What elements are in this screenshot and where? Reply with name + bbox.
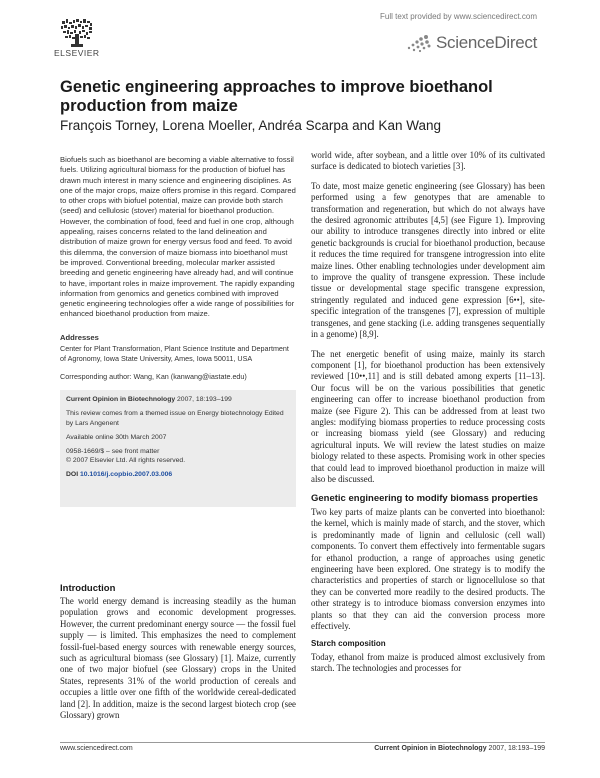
journal-name: Current Opinion in Biotechnology bbox=[66, 396, 176, 404]
article-title: Genetic engineering approaches to improve bioethanol production from maize bbox=[60, 78, 493, 115]
doi bbox=[66, 470, 290, 479]
journal-citation bbox=[66, 395, 290, 404]
article-authors: François Torney, Lorena Moeller, Andréa Scarpa and Kan Wang bbox=[60, 118, 441, 133]
sciencedirect-brand: ScienceDirect bbox=[436, 33, 537, 52]
footer-journal: Current Opinion in Biotechnology bbox=[374, 745, 487, 752]
page-header bbox=[0, 0, 600, 70]
publisher-name: ELSEVIER bbox=[54, 48, 100, 58]
article-info-box bbox=[60, 390, 296, 507]
introduction-heading: Introduction bbox=[60, 583, 116, 594]
footer-website[interactable]: www.sciencedirect.com bbox=[60, 745, 133, 752]
body-paragraph-5: Today, ethanol from maize is produced almost exclusively from starch. The technologies and processes for bbox=[311, 651, 545, 674]
footer-divider bbox=[60, 742, 545, 743]
left-column-front-matter bbox=[60, 155, 296, 507]
body-paragraph-2: To date, most maize genetic engineering (see Glossary) has been performed using a few genotypes that are amenable to transformation and regeneration, but which do not always have the desired agronomic attributes [4,5] (see Figure 1). Improving our ability to introduce transgenes directly into inbred or elite genetic backgrounds is crucial for bioethanol production, because it reduces the time required for transgene introgression into elite maize lines. Other enabling technologies under development aim to improve the quality of transgene expression. These include tissue or developmental stage specific transgene expression, stringently regulated and induced gene expression [6••], site-specific integration of the transgenes [7], expression of multiple transgenes, and gene stacking (i.e. adding transgenes sequentially in a genome) [8,9]. bbox=[311, 180, 545, 340]
journal-volume: 2007, 18:193–199 bbox=[175, 396, 232, 404]
body-paragraph-3: The net energetic benefit of using maize, mainly its starch component [1], for bioethanol production has been extensively reviewed [10••,11] and is still debated among experts [11–13]. Our focus will be on the various possibilities that genetic engineering can offer to increase bioethanol production from maize (see Figure 2). This can be addressed from at least two angles: modifying biomass properties to reduce processing costs or increasing biomass yield (see Glossary) and reducing agricultural inputs. We will review the latest studies on maize biology related to these aspects. Promising work in other species that could lead to improved bioethanol production in maize will also be discussed. bbox=[311, 348, 545, 484]
full-text-notice[interactable]: Full text provided by www.sciencedirect.com bbox=[380, 12, 537, 21]
section-heading-biomass: Genetic engineering to modify biomass properties bbox=[311, 493, 538, 505]
sciencedirect-dots-icon bbox=[406, 33, 432, 53]
doi-label: DOI bbox=[66, 471, 80, 479]
body-paragraph-1: world wide, after soybean, and a little over 10% of its cultivated surface is dedicated to biotech varieties [3]. bbox=[311, 150, 545, 172]
corresponding-author: Corresponding author: Wang, Kan (kanwang@iastate.edu) bbox=[60, 372, 247, 382]
right-column-body bbox=[311, 150, 545, 683]
subsection-heading-starch: Starch composition bbox=[311, 639, 386, 649]
addresses-text: Center for Plant Transformation, Plant Science Institute and Department of Agronomy, Iowa State University, Ames, Iowa 50011, USA bbox=[60, 343, 289, 363]
doi-link[interactable]: 10.1016/j.copbio.2007.03.006 bbox=[79, 471, 173, 479]
body-paragraph-4: Two key parts of maize plants can be converted into bioethanol: the kernel, which is mainly made of starch, and the stover, which is predominantly made of lignin and cellulosic (cell wall) components. To convert them effectively into fermentable sugars for ethanol production, a range of approaches using genetic engineering have been explored. One strategy is to modify the characteristics and properties of starch or lignocellulose so that they can be converted more readily to the desired products. The other strategy is to introduce biomass conversion enzymes into plants so that they can aid the conversion process more effectively. bbox=[311, 506, 545, 631]
sciencedirect-logo[interactable] bbox=[406, 33, 537, 53]
footer-volume: 2007, 18:193–199 bbox=[486, 745, 545, 752]
addresses-heading: Addresses bbox=[60, 332, 99, 342]
abstract: Biofuels such as bioethanol are becoming a viable alternative to fossil fuels. Utilizing agricultural biomass for the production of biofuel has drawn much interest in many science and engineering disciplines. As one of the major crops, maize offers promise in this regard. Compared to other crops with biofuel potential, maize can provide both starch (seed) and cellulosic (stover) material for bioethanol production. However, the combination of food, feed and fuel in one crop, although appealing, raises concerns related to the land delineation and distribution of maize grown for energy versus food and feed. To avoid this dilemma, the conversion of maize biomass into bioethanol must be improved. Conventional breeding, molecular marker assisted breeding and genetic engineering have already had, and will continue to have, important roles in maize improvement. The rapidly expanding information from genomics and genetics combined with improved genetic engineering technologies offer a wide range of possibilities for enhanced bioethanol production from maize. bbox=[60, 155, 296, 319]
elsevier-tree-logo-icon bbox=[60, 18, 94, 48]
introduction-text: The world energy demand is increasing steadily as the human population grows and economic development progresses. However, the current predominant energy source — the fossil fuel supply — is limited. This emphasizes the need to complement fossil-fuel-based energy sources with renewable energy sources, such as agricultural biomass (see Glossary) [1]. Maize, currently one of two major biofuel (see Glossary) crops in the United States, represents 31% of the world production of cereals and occupies a little over one fifth of the worldwide cereal-dedicated land [2]. In addition, maize is the second largest biotech crop (see Glossary) grown bbox=[60, 596, 296, 721]
available-online: Available online 30th March 2007 bbox=[66, 433, 167, 441]
themed-issue-note: This review comes from a themed issue on Energy biotechnology Edited by Lars Angenent bbox=[66, 410, 284, 427]
issn: 0958-1669/$ – see front matter bbox=[66, 447, 160, 455]
footer-citation bbox=[374, 745, 545, 752]
copyright: © 2007 Elsevier Ltd. All rights reserved. bbox=[66, 457, 186, 465]
